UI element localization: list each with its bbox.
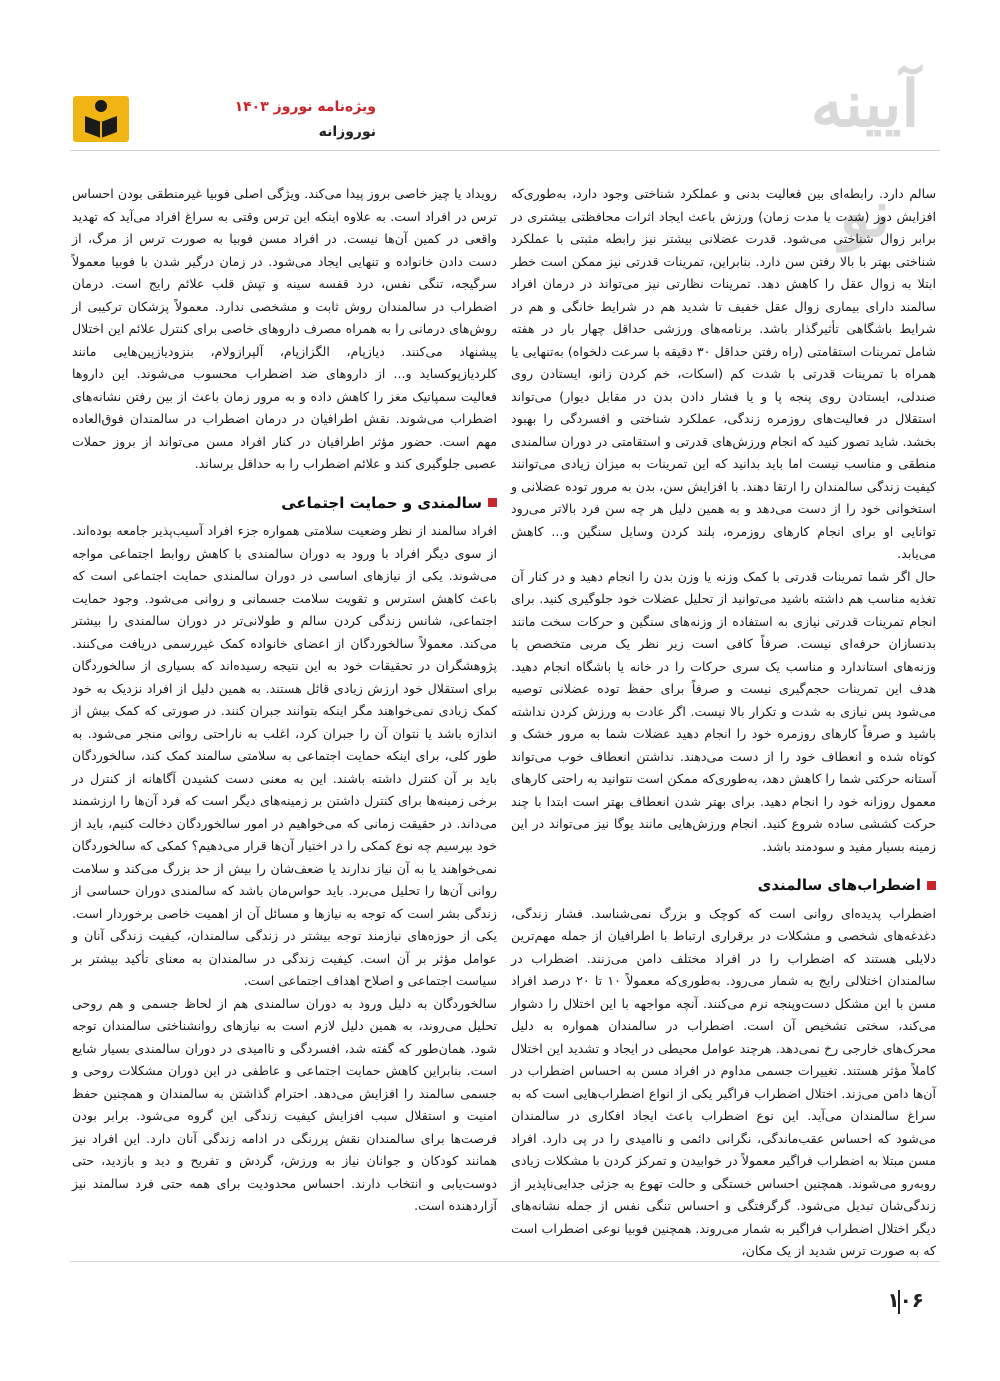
article-column-left [72,183,497,1213]
section-heading [511,874,936,897]
section-heading [72,492,497,515]
reading-person-icon [73,96,129,142]
paragraph: حال اگر شما تمرینات قدرتی با کمک وزنه یا وزن بدن را انجام دهید و در کنار آن تغذیه مناسب هم داشته باشید می‌توانید از تحلیل عضلات خود جلوگیری کنید. برای انجام تمرینات قدرتی نیازی به استفاده از وزنه‌های سنگین و حرکات سخت مانند بدنسازان حرفه‌ای نیست. صرفاً کافی است زیر نظر یک مربی متخصص با وزنه‌های استاندارد و مناسب یک سری حرکات را در خانه یا باشگاه انجام دهید. هدف این تمرینات حجم‌گیری نیست و صرفاً برای حفظ توده عضلانی توصیه می‌شود پس نیازی به شدت و تکرار بالا نیست. اگر عادت به ورزش کردن نداشته باشید و صرفاً کارهای روزمره خود را انجام دهید عضلات شما به مرور خشک و کوتاه شده و انعطاف خود را از دست می‌دهند. نداشتن انعطاف خوب می‌تواند آستانه حرکتی شما را کاهش دهد، به‌طوری‌که ممکن است نتوانید به راحتی کارهای معمول روزانه خود را انجام دهید. برای بهتر شدن انعطاف بهتر است ابتدا با چند حرکت کششی ساده شروع کنید. انجام ورزش‌هایی مانند یوگا نیز می‌تواند در این زمینه بسیار مفید و سودمند باشد. [511,568,936,854]
header-divider [70,150,940,151]
section-label: نوروزانه [318,124,376,140]
paragraph: رویداد یا چیز خاصی بروز پیدا می‌کند. ویژگی اصلی فوبیا غیرمنطقی بودن احساس ترس در افراد است. به علاوه اینکه این ترس وقتی به سراغ افراد می‌آید که تهدید واقعی در کمین آن‌ها نیست. در افراد مسن فوبیا به صورت ترس از مرگ، از دست دادن خانواده و تنهایی ایجاد می‌شود. در زمان درگیر شدن با فوبیا معمولاً سرگیجه، تنگی نفس، درد قفسه سینه و تپش قلب علائم رایج است. درمان اضطراب در سالمندان روش ثابت و مشخصی ندارد. معمولاً پزشکان ترکیبی از روش‌های درمانی را به همراه مصرف داروهای خاصی برای کنترل علائم این اختلال پیشنهاد می‌کنند. دیازپام، الگزازپام، آلپرازولام، بنزودیازپین‌هایی مانند کلردیازپوکساید و... از داروهای ضد اضطراب محسوب می‌شوند. این داروها فعالیت سمپاتیک مغز را کاهش داده و به مرور زمان باعث از بین رفتن نشانه‌های اضطراب می‌شوند. نقش اطرافیان در درمان اضطراب در سالمندان فوق‌العاده مهم است. حضور مؤثر اطرافیان در کنار افراد مسن می‌تواند از بروز حملات عصبی جلوگیری کند و علائم اضطراب را به حداقل برساند. [72,186,497,471]
magazine-logo: آیینه نو [810,67,920,252]
paragraph: سالم دارد. رابطه‌ای بین فعالیت بدنی و عملکرد شناختی وجود دارد، به‌طوری‌که افزایش دوز (شدت یا مدت زمان) ورزش باعث ایجاد اثرات محافظتی بیشتری در برابر زوال شناختی می‌شود. قدرت عضلانی بیشتر نیز رابطه مثبتی با عملکرد شناختی بهتر با بالا رفتن سن دارد. بنابراین، تمرینات قدرتی نیز ممکن است خطر ابتلا به زوال عقل را کاهش دهد. تمرینات نظارتی نیز می‌تواند در درمان افراد سالمند دارای بیماری زوال عقل خفیف تا شدید هم در شرایط خانگی و هم در شرایط باشگاهی تأثیرگذار باشد. برنامه‌های ورزشی حداقل چهار بار در هفته شامل تمرینات استقامتی (راه رفتن حداقل ۳۰ دقیقه با سرعت دلخواه) به‌تنهایی یا همراه با تمرینات قدرتی با شدت کم (اسکات، خم کردن زانو، ایستادن روی صندلی، ایستادن روی پنجه پا و یا فشار دادن بدن در مقابل دیوار) می‌تواند استقلال در فعالیت‌های روزمره زندگی، عملکرد شناختی و افسردگی را بهبود بخشد. شاید تصور کنید که انجام ورزش‌های قدرتی و استقامتی در دوران سالمندی منطقی و مناسب نیست اما باید بدانید که این تمرینات به میزان زیادی می‌توانند کیفیت زندگی سالمندان را ارتقا دهند. با افزایش سن، بدن به مرور توده عضلانی و استخوانی خود را از دست می‌دهد و به همین دلیل هر چه سن فرد بالاتر می‌رود توانایی او برای انجام کارهای روزمره، بلند کردن وسایل سنگین و... کاهش می‌یابد. [511,186,936,561]
paragraph: اضطراب پدیده‌ای روانی است که کوچک و بزرگ نمی‌شناسد. فشار زندگی، دغدغه‌های شخصی و مشکلات در برقراری ارتباط با اطرافیان از جمله مهم‌ترین دلایلی هستند که اضطراب را در افراد مختلف دامن می‌زنند. اضطراب در سالمندان اختلالی رایج به شمار می‌رود. به‌طوری‌که معمولاً ۱۰ تا ۲۰ درصد افراد مسن با این مشکل دست‌وپنجه نرم می‌کنند. آنچه مواجهه با این اختلال را دشوار می‌کند، سختی تشخیص آن است. اضطراب در سالمندان همواره به دلیل محرک‌های خارجی رخ نمی‌دهد. هرچند عوامل محیطی در ایجاد و تشدید این اختلال کاملاً مؤثر هستند. تغییرات جسمی مداوم در افراد مسن به احساس اضطراب در آن‌ها دامن می‌زند. اختلال اضطراب فراگیر یکی از انواع اضطراب‌هایی است که به سراغ سالمندان می‌آید. این نوع اضطراب باعث ایجاد افکاری در سالمندان می‌شود که احساس عقب‌ماندگی، نگرانی دائمی و ناامیدی را در پی دارد. افراد مسن مبتلا به اضطراب فراگیر معمولاً در خوابیدن و تمرکز کردن با مشکلات زیادی روبه‌رو می‌شوند. همچنین احساس خستگی و حالت تهوع به جزئی جدایی‌ناپذیر از زندگی‌شان تبدیل می‌شود. گرگرفتگی و احساس تنگی نفس از جمله نشانه‌های دیگر اختلال اضطراب فراگیر به شمار می‌روند. همچنین فوبیا نوعی اضطراب است که به صورت ترس شدید از یک مکان، [511,905,936,1258]
page-number: ۱۰۶ [887,1288,924,1312]
issue-label: ویژه‌نامه نوروز ۱۴۰۳ [234,99,376,115]
footer-divider [70,1261,940,1262]
heading-bullet-icon [927,881,936,890]
heading-bullet-icon [488,498,497,507]
article-column-right [511,183,936,1258]
paragraph: سالخوردگان به دلیل ورود به دوران سالمندی هم از لحاظ جسمی و هم روحی تحلیل می‌روند، به همین دلیل لازم است به نیازهای روانشناختی سالمندان توجه شود. همان‌طور که گفته شد، افسردگی و ناامیدی در دوران سالمندی بسیار شایع است. بنابراین کاهش حمایت اجتماعی و عاطفی در این دوران مشکلات روحی و جسمی سالمند را افزایش می‌دهد. احترام گذاشتن به سالمندان و همچنین حفظ امنیت و استقلال سبب افزایش کیفیت زندگی این گروه می‌شود. برابر بودن فرصت‌ها برای سالمندان نقش پررنگی در ادامه زندگی آنان دارد. این افراد نیز همانند کودکان و جوانان نیاز به ورزش، گردش و تفریح و دید و بازدید، حتی دوست‌یابی و انتخاب دارند. احساس محدودیت برای همه حتی فرد سالمند نیز آزاردهنده است. [72,995,497,1213]
heading-text: اضطراب‌های سالمندی [757,876,921,894]
heading-text: سالمندی و حمایت اجتماعی [281,493,482,512]
paragraph: افراد سالمند از نظر وضعیت سلامتی همواره جزء افراد آسیب‌پذیر جامعه بوده‌اند. از سوی دیگر افراد با ورود به دوران سالمندی با کاهش روابط اجتماعی مواجه می‌شوند. یکی از نیازهای اساسی در دوران سالمندی حمایت اجتماعی است که باعث کاهش استرس و تقویت سلامت جسمانی و روانی می‌شود. وجود حمایت اجتماعی، شانس زندگی کردن سالم و طولانی‌تر در دوران سالمندی را بیشتر می‌کند. معمولاً سالخوردگان از اعضای خانواده کمک غیررسمی دریافت می‌کنند. پژوهشگران در تحقیقات خود به این نتیجه رسیده‌اند که بسیاری از سالخوردگان برای استقلال خود ارزش زیادی قائل هستند. به همین دلیل از افراد نزدیک به خود کمک زیادی نمی‌خواهند مگر اینکه بتوانند جبران کنند. در صورتی که کمک بیش از اندازه باشد یا نتوان آن را جبران کرد، اغلب به ناراحتی روانی منجر می‌شود. به طور کلی، برای اینکه حمایت اجتماعی به سلامتی سالمند کمک کند، سالخوردگان باید بر آن کنترل داشته باشند. این به معنی دست کشیدن آگاهانه از کنترل در برخی زمینه‌ها برای کنترل داشتن بر زمینه‌های دیگر است که فرد آن‌ها را ارزشمند می‌داند. در حقیقت زمانی که می‌خواهیم در امور سالخوردگان دخالت کنیم، باید از خود بپرسیم چه نوع کمکی را در اختیار آن‌ها قرار می‌دهیم؟ کمکی که سالخوردگان نمی‌خواهند یا به آن نیاز ندارند یا ضعف‌شان را بیش از حد بزرگ می‌کند و سلامت روانی آن‌ها را تحلیل می‌برد. باید حواس‌مان باشد که سالمندی دوران حساسی از زندگی بشر است که توجه به نیازها و مسائل آن از اهمیت خاصی برخوردار است. یکی از حوزه‌های نیازمند توجه بیشتر در زندگی سالمندان، کیفیت زندگی آنان و عوامل مؤثر بر آن است. کیفیت زندگی در سالمندان به معنای تأکید بیشتر بر سیاست اجتماعی و اصلاح اهداف اجتماعی است. [72,523,497,988]
